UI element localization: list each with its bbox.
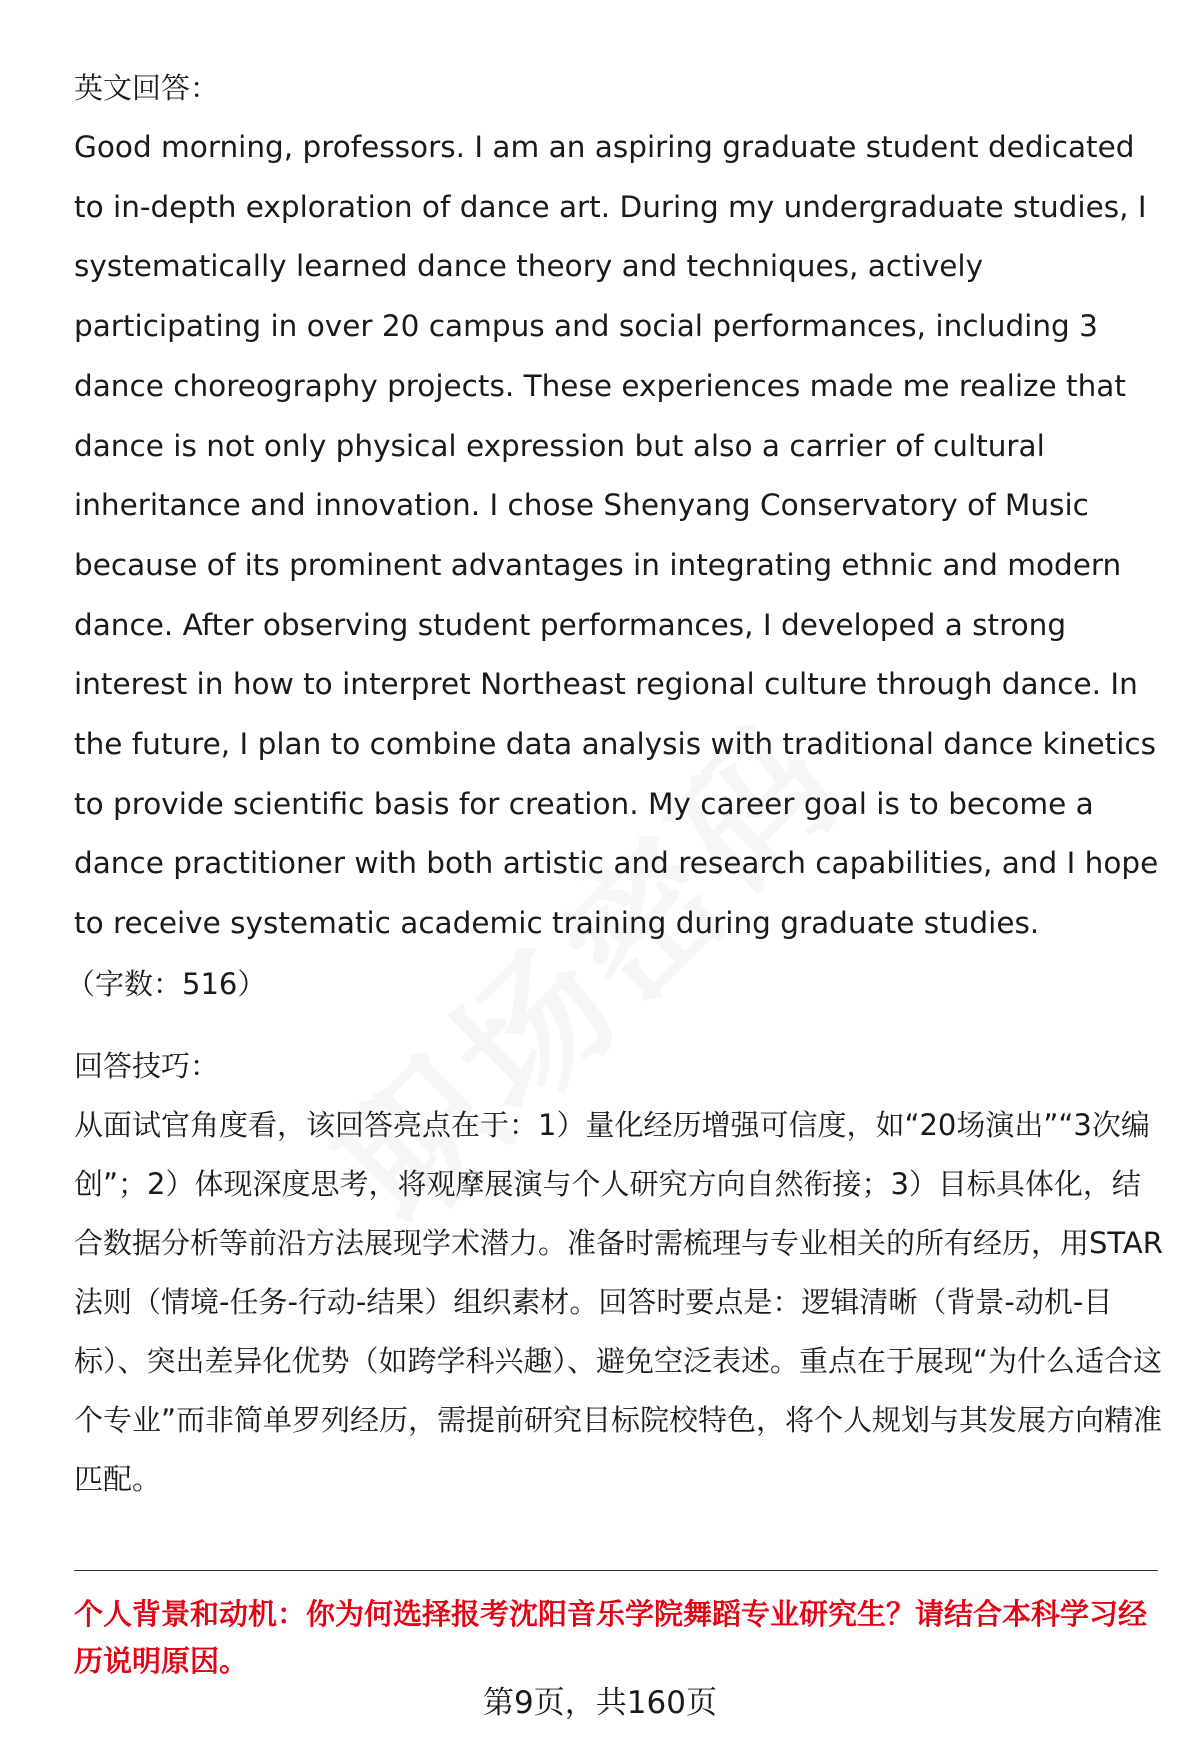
answer-tips-heading: 回答技巧： <box>74 1048 220 1083</box>
next-question: 个人背景和动机：你为何选择报考沈阳音乐学院舞蹈专业研究生？请结合本科学习经历说明原因。 <box>74 1597 1148 1678</box>
english-answer-text: Good morning, professors. I am an aspiring graduate student dedicated to in-depth exploration of dance art. During my undergraduate studies, I systematically learned dance theory and techniques, actively participating in over 20 campus and social performances, including 3 dance choreography projects. These experiences made me realize that dance is not only physical expression but also a carrier of cultural inheritance and innovation. I chose Shenyang Conservatory of Music because of its prominent advantages in integrating ethnic and modern dance. After observing student performances, I developed a strong interest in how to interpret Northeast regional culture through dance. In the future, I plan to combine data analysis with traditional dance kinetics to provide scientific basis for creation. My career goal is to become a dance practitioner with both artistic and research capabilities, and I hope to receive systematic academic training during graduate studies. <box>74 130 1159 941</box>
word-count: （字数：516） <box>66 966 267 1001</box>
section-divider <box>74 1570 1158 1571</box>
english-answer-heading: 英文回答： <box>74 71 220 105</box>
answer-tips-text: 从面试官角度看，该回答亮点在于：1）量化经历增强可信度，如“20场演出”“3次编创”；2）体现深度思考，将观摩展演与个人研究方向自然衔接；3）目标具体化，结合数据分析等前沿方法展现学术潜力。准备时需梳理与专业相关的所有经历，用STAR法则（情境-任务-行动-结果）组织素材。回答时要点是：逻辑清晰（背景-动机-目标）、突出差异化优势（如跨学科兴趣）、避免空泛表述。重点在于展现“为什么适合这个专业”而非简单罗列经历，需提前研究目标院校特色，将个人规划与其发展方向精准匹配。 <box>74 1107 1163 1496</box>
main-content <box>66 58 1164 1509</box>
page-number: 第9页，共160页 <box>483 1685 717 1721</box>
